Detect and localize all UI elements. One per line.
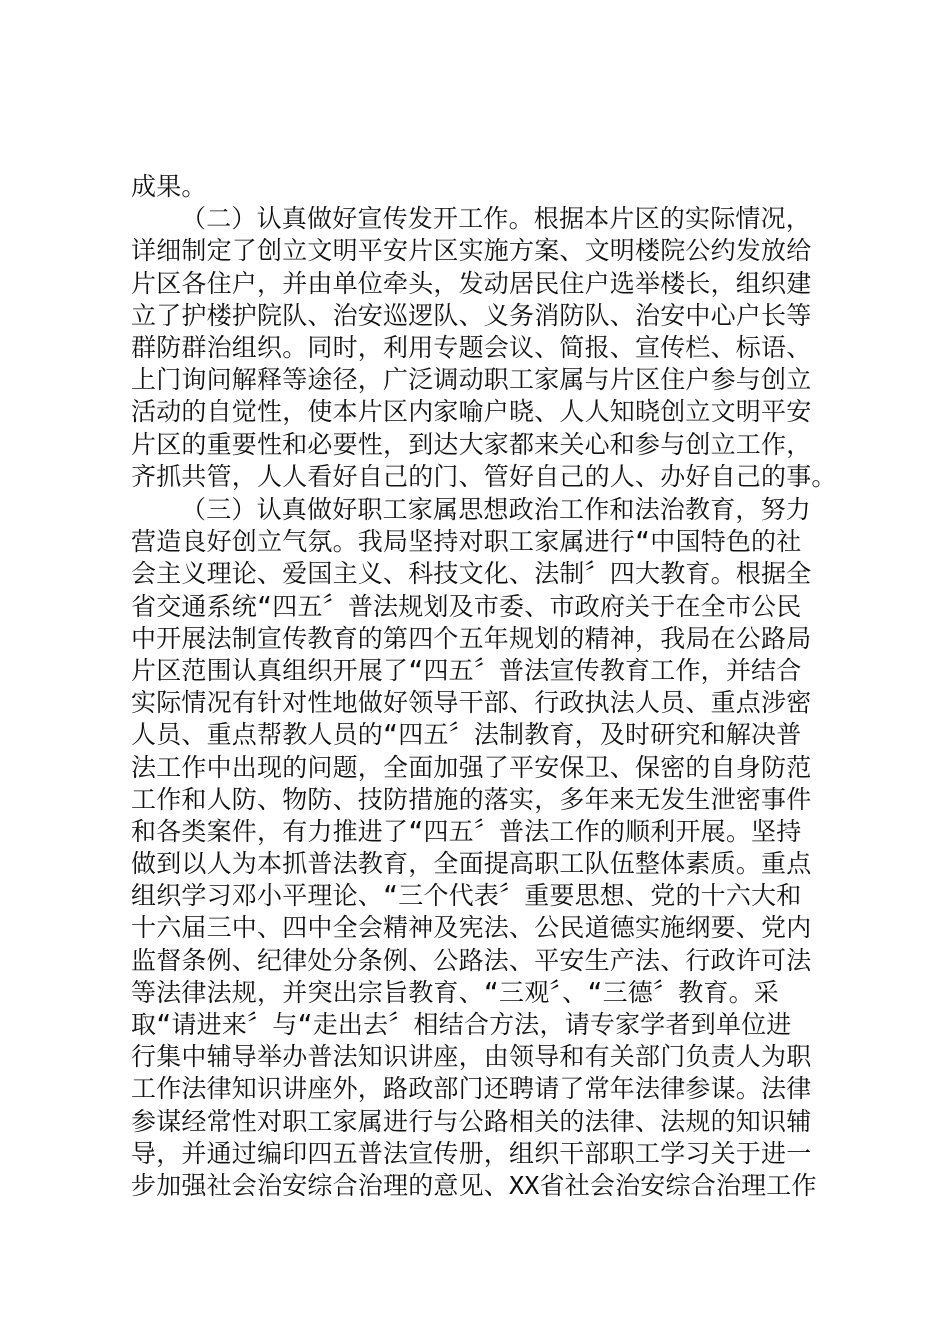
text-block-upper bbox=[131, 171, 837, 493]
paragraph-line: 取“请进来〞与“走出去〞相结合方法，请专家学者到单位进 bbox=[131, 1010, 792, 1039]
paragraph-line: 和各类案件，有力推进了“四五〞普法工作的顺利开展。坚持 bbox=[131, 816, 802, 846]
paragraph-line: 片区范围认真组织开展了“四五〞普法宣传教育工作，并结合 bbox=[131, 655, 802, 685]
paragraph-line: 步加强社会治安综合治理的意见、XX省社会治安综合治理工作 bbox=[131, 1170, 817, 1200]
paragraph-line: 详细制定了创立文明平安片区实施方案、文明楼院公约发放给 bbox=[131, 236, 812, 266]
paragraph-line: 等法律法规，并突出宗旨教育、“三观〞、“三德〞教育。采 bbox=[131, 977, 780, 1007]
paragraph-line: （三）认真做好职工家属思想政治工作和法治教育，努力 bbox=[181, 495, 812, 524]
paragraph-line: 立了护楼护院队、治安巡逻队、义务消防队、治安中心户长等 bbox=[131, 300, 812, 330]
paragraph-line: 组织学习邓小平理论、“三个代表〞重要思想、党的十六大和 bbox=[131, 881, 802, 911]
text-block-lower bbox=[131, 494, 831, 1202]
paragraph-line: 中开展法制宣传教育的第四个五年规划的精神，我局在公路局 bbox=[131, 623, 812, 653]
paragraph-line: 活动的自觉性，使本片区内家喻户晓、人人知晓创立文明平安 bbox=[131, 397, 812, 427]
paragraph-line: 齐抓共管，人人看好自己的门、管好自己的人、办好自己的事。 bbox=[131, 461, 837, 491]
paragraph-line: 行集中辅导举办普法知识讲座，由领导和有关部门负责人为职 bbox=[131, 1042, 812, 1072]
paragraph-line: 人员、重点帮教人员的“四五〞法制教育，及时研究和解决普 bbox=[131, 720, 802, 750]
paragraph-line: 监督条例、纪律处分条例、公路法、平安生产法、行政许可法 bbox=[131, 945, 812, 975]
paragraph-line: 上门询问解释等途径，广泛调动职工家属与片区住户参与创立 bbox=[131, 365, 812, 395]
paragraph-line: 成果。 bbox=[131, 172, 207, 201]
paragraph-line: 法工作中出现的问题，全面加强了平安保卫、保密的自身防范 bbox=[131, 752, 812, 782]
paragraph-line: 实际情况有针对性地做好领导干部、行政执法人员、重点涉密 bbox=[131, 688, 812, 718]
paragraph-line: 十六届三中、四中全会精神及宪法、公民道德实施纲要、党内 bbox=[131, 913, 812, 943]
paragraph-line: 片区的重要性和必要性，到达大家都来关心和参与创立工作， bbox=[131, 429, 812, 459]
paragraph-line: 省交通系统“四五〞普法规划及市委、市政府关于在全市公民 bbox=[131, 591, 802, 621]
paragraph-line: 工作法律知识讲座外，路政部门还聘请了常年法律参谋。法律 bbox=[131, 1074, 812, 1104]
paragraph-line: 会主义理论、爱国主义、科技文化、法制〞四大教育。根据全 bbox=[131, 559, 812, 589]
paragraph-line: 参谋经常性对职工家属进行与公路相关的法律、法规的知识辅 bbox=[131, 1106, 812, 1136]
paragraph-line: 做到以人为本抓普法教育，全面提高职工队伍整体素质。重点 bbox=[131, 849, 812, 879]
paragraph-line: 工作和人防、物防、技防措施的落实，多年来无发生泄密事件 bbox=[131, 784, 812, 814]
paragraph-line: （二）认真做好宣传发开工作。根据本片区的实际情况， bbox=[181, 204, 812, 234]
paragraph-line: 片区各住户，并由单位牵头，发动居民住户选举楼长，组织建 bbox=[131, 268, 812, 298]
paragraph-line: 营造良好创立气氛。我局坚持对职工家属进行“中国特色的社 bbox=[131, 527, 802, 557]
paragraph-line: 群防群治组织。同时，利用专题会议、简报、宣传栏、标语、 bbox=[131, 332, 812, 362]
paragraph-line: 导，并通过编印四五普法宣传册，组织干部职工学习关于进一 bbox=[131, 1138, 812, 1168]
